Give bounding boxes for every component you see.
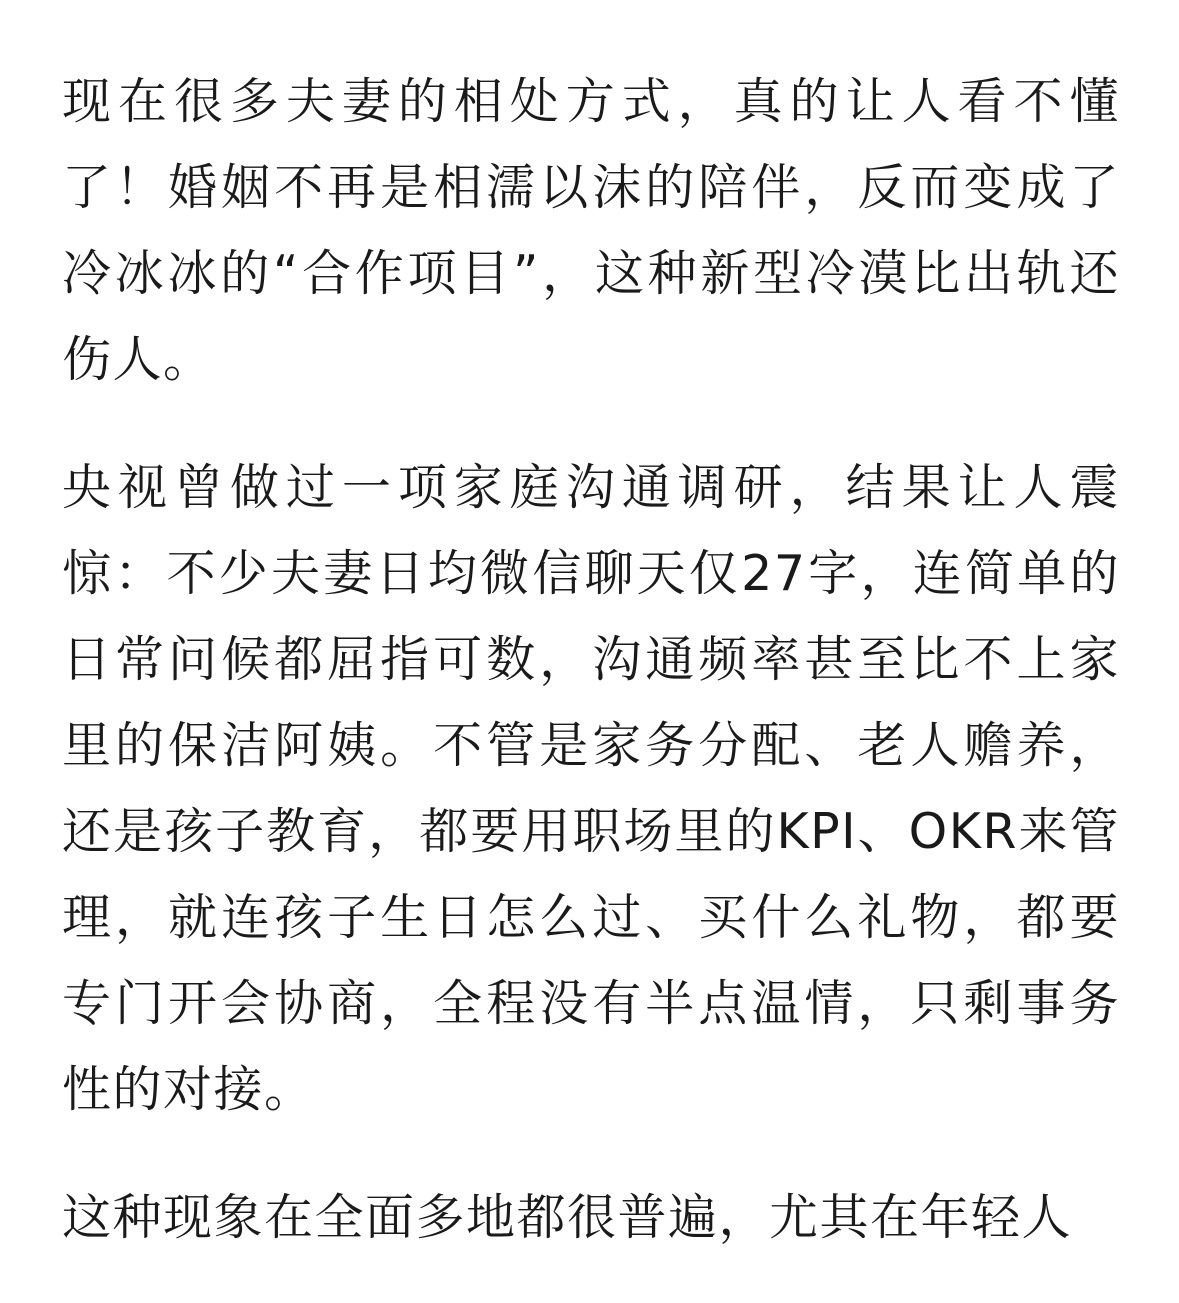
article-body (62, 59, 1120, 1303)
paragraph-1: 现在很多夫妻的相处方式，真的让人看不懂了！婚姻不再是相濡以沫的陪伴，反而变成了冷冰冰的“合作项目”，这种新型冷漠比出轨还伤人。 (62, 73, 1120, 388)
paragraph-2: 央视曾做过一项家庭沟通调研，结果让人震惊：不少夫妻日均微信聊天仅27字，连简单的日常问候都屈指可数，沟通频率甚至比不上家里的保洁阿姨。不管是家务分配、老人赡养，还是孩子教育，都要用职场里的KPI、OKR来管理，就连孩子生日怎么过、买什么礼物，都要专门开会协商，全程没有半点温情，只剩事务性的对接。 (62, 459, 1120, 1118)
paragraph-3: 这种现象在全面多地都很普遍，尤其在年轻人 (62, 1189, 1073, 1246)
